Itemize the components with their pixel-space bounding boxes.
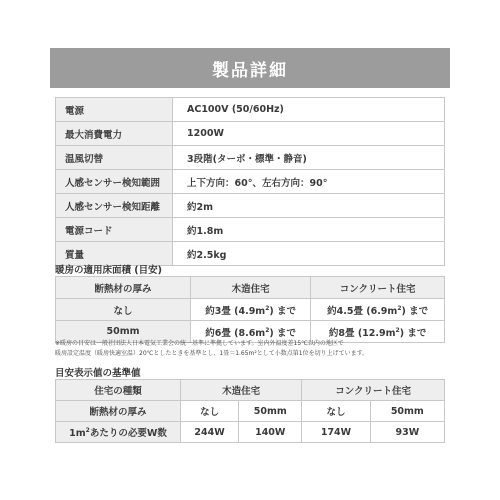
spec-label: 電源 [56,98,173,122]
header-concrete: コンクリート住宅 [311,277,445,299]
concrete-value: 約4.5畳 $(6.9m^2)$ まで [311,299,445,321]
spec-row [56,98,445,122]
spec-value: 約2.5kg [173,242,445,266]
row-label: 50mm [56,321,191,343]
spec-row [56,218,445,242]
spec-row [56,122,445,146]
header-wood: 木造住宅 [181,380,302,401]
spec-value: 約1.8m [173,218,445,242]
table-row [56,422,445,443]
header-concrete: コンクリート住宅 [302,380,445,401]
spec-row [56,194,445,218]
spec-label: 電源コード [56,218,173,242]
spec-label: 人感センサー検知距離 [56,194,173,218]
spec-label: 最大消費電力 [56,122,173,146]
wood-value: 約6畳 $(8.6m^2)$ まで [191,321,311,343]
spec-value: 1200W [173,122,445,146]
row-label: $1m^2$あたりの必要W数 [56,422,181,443]
cell: なし [302,401,370,422]
spec-label: 人感センサー検知範囲 [56,170,173,194]
cell: 50mm [239,401,302,422]
cell: 174W [302,422,370,443]
spec-table [55,97,445,266]
table-header-row [56,380,445,401]
table-header-row [56,277,445,299]
product-details-banner: 製品詳細 [50,48,450,88]
footnote-line: 暖房設定温度（暖房快適室温）20℃としたときを基準とし、1畳＝1.65m²として小数点第1位を切り上げています。 [55,350,369,357]
wood-value: 約3畳 $(4.9m^2)$ まで [191,299,311,321]
table-row [56,401,445,422]
cell: なし [181,401,239,422]
header-wood: 木造住宅 [191,277,311,299]
row-label: 断熱材の厚み [56,401,181,422]
footnote-line: ※暖房の目安は一般社団法人日本電気工業会の統一基準に準拠しています。室内外温度差15℃以内の地区で [55,340,344,347]
spec-value: 約2m [173,194,445,218]
row-label: なし [56,299,191,321]
spec-row [56,170,445,194]
spec-value: AC100V (50/60Hz) [173,98,445,122]
cell: 93W [370,422,444,443]
cell: 50mm [370,401,444,422]
spec-label: 温風切替 [56,146,173,170]
spec-label: 質量 [56,242,173,266]
table-row [56,299,445,321]
footnote [55,339,447,359]
concrete-value: 約8畳 $(12.9m^2)$ まで [311,321,445,343]
reference-table [55,379,445,443]
cell: 244W [181,422,239,443]
cell: 140W [239,422,302,443]
header-house-type: 住宅の種類 [56,380,181,401]
floor-area-title: 暖房の適用床面積 (目安) [55,265,162,276]
spec-row [56,146,445,170]
spec-value: 上下方向：60°、左右方向：90° [173,170,445,194]
floor-area-table [55,276,445,343]
header-insulation: 断熱材の厚み [56,277,191,299]
reference-title: 目安表示値の基準値 [55,368,141,379]
spec-value: 3段階(ターボ・標準・静音) [173,146,445,170]
